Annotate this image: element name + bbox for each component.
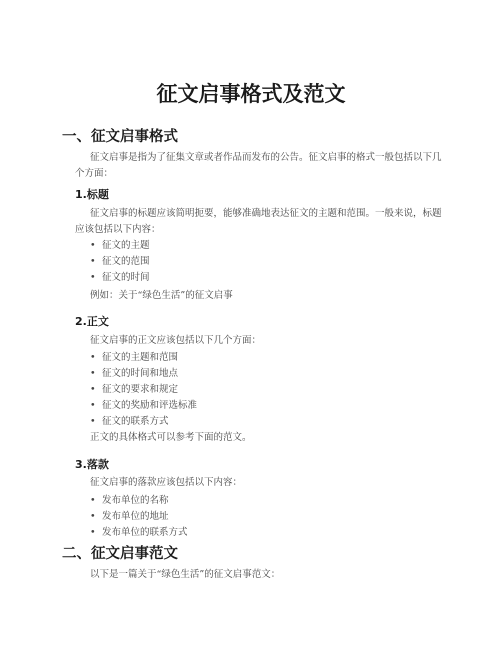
list-item: • 征文的时间和地点	[90, 366, 197, 382]
bullet-icon: •	[90, 368, 96, 379]
subheading-body: 2.正文	[75, 315, 109, 328]
bullet-icon: •	[90, 240, 96, 251]
list-item: • 征文的要求和规定	[90, 382, 197, 398]
signature-paragraph: 征文启事的落款应该包括以下内容：	[90, 477, 243, 488]
body-list	[90, 350, 197, 430]
list-item: • 征文的主题	[90, 238, 150, 254]
bullet-icon: •	[90, 416, 96, 427]
section-intro-paragraph: 征文启事是指为了征集文章或者作品而发布的公告。征文启事的格式一般包括以下几个方面：	[75, 152, 442, 179]
example-intro-paragraph: 以下是一篇关于“绿色生活”的征文启事范文：	[90, 569, 281, 580]
bullet-icon: •	[90, 272, 96, 283]
list-item: • 征文的范围	[90, 254, 150, 270]
bullet-icon: •	[90, 384, 96, 395]
signature-list	[90, 493, 188, 541]
bullet-icon: •	[90, 400, 96, 411]
list-item: • 发布单位的地址	[90, 509, 188, 525]
subheading-signature: 3.落款	[75, 458, 109, 471]
bullet-icon: •	[90, 511, 96, 522]
list-item: • 发布单位的联系方式	[90, 525, 188, 541]
section-heading-format: 一、征文启事格式	[62, 129, 178, 145]
body-note: 正文的具体格式可以参考下面的范文。	[90, 432, 252, 443]
section-heading-example: 二、征文启事范文	[62, 546, 178, 562]
list-item: • 征文的联系方式	[90, 414, 197, 430]
bullet-icon: •	[90, 352, 96, 363]
list-item: • 发布单位的名称	[90, 493, 188, 509]
page-title: 征文启事格式及范文	[156, 82, 346, 106]
list-item: • 征文的时间	[90, 270, 150, 286]
example-text: 例如：关于“绿色生活”的征文启事	[90, 290, 233, 301]
title-paragraph: 征文启事的标题应该简明扼要，能够准确地表达征文的主题和范围。一般来说，标题应该包括以下内容：	[75, 208, 442, 235]
title-list	[90, 238, 150, 286]
bullet-icon: •	[90, 256, 96, 267]
list-item: • 征文的主题和范围	[90, 350, 197, 366]
bullet-icon: •	[90, 527, 96, 538]
subheading-title: 1.标题	[75, 188, 109, 201]
bullet-icon: •	[90, 495, 96, 506]
list-item: • 征文的奖励和评选标准	[90, 398, 197, 414]
body-paragraph: 征文启事的正文应该包括以下几个方面：	[90, 335, 262, 346]
